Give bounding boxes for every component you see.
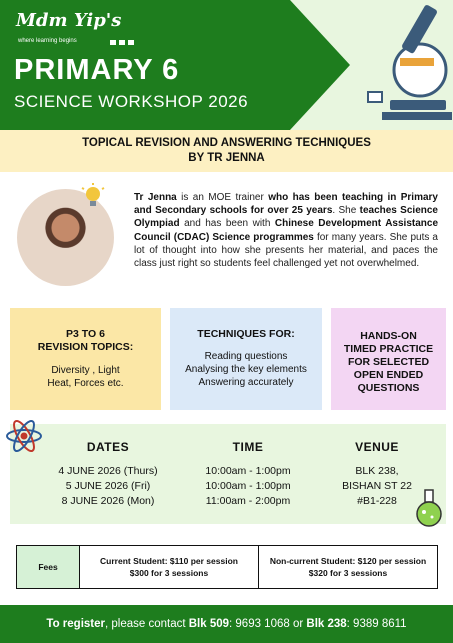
topic-line: TOPICAL REVISION AND ANSWERING TECHNIQUES <box>82 137 371 149</box>
dates-column <box>38 440 178 509</box>
practice-box <box>331 308 446 410</box>
fees-label: Fees <box>17 546 80 588</box>
flask-icon <box>412 486 446 530</box>
time-column <box>188 440 308 509</box>
register-footer <box>0 605 453 643</box>
date-item: 5 JUNE 2026 (Fri) <box>65 480 151 492</box>
venue-item: BISHAN ST 22 <box>342 480 412 492</box>
box-heading: HANDS-ON <box>360 330 417 342</box>
topic-band <box>0 130 453 172</box>
footer-phone: : 9693 1068 or <box>229 618 307 630</box>
dates-heading: DATES <box>86 440 130 454</box>
venue-heading: VENUE <box>355 440 399 454</box>
box-heading: P3 TO 6 <box>66 328 105 340</box>
fee-text: $300 for 3 sessions <box>129 568 209 578</box>
venue-item: BLK 238, <box>355 465 399 477</box>
bio-highlight: who has been teaching in Primary and Secondary schools for over 25 years <box>134 192 438 217</box>
date-item: 4 JUNE 2026 (Thurs) <box>58 465 158 477</box>
page-subtitle: SCIENCE WORKSHOP 2026 <box>14 92 249 111</box>
box-text: Diversity , Light <box>51 365 120 376</box>
box-heading: TIMED PRACTICE <box>343 343 434 355</box>
box-text: Heat, Forces etc. <box>47 378 124 389</box>
current-student-fee <box>80 546 258 588</box>
fees-table <box>16 545 438 589</box>
bio-name: Tr Jenna <box>134 192 177 203</box>
bio-text: for many years. She puts a lot of thought into how she presents her material, and paces the class just right so students feel challenged yet not overwhelmed. <box>134 231 438 270</box>
box-text: Analysing the key elements <box>185 364 307 375</box>
bio-text: and has been with <box>179 218 275 230</box>
bio-highlight: teaches Science Olympiad <box>134 205 438 230</box>
footer-text: Blk 509 <box>188 618 230 630</box>
footer-text: To register <box>46 618 105 630</box>
bio-highlight: Chinese Development Assistance Council (CDAC) Science programmes <box>134 218 439 243</box>
box-heading: TECHNIQUES FOR: <box>197 328 295 340</box>
bio-text: . She <box>332 205 360 217</box>
footer-text: Blk 238 <box>306 618 347 630</box>
box-heading: REVISION TOPICS: <box>37 341 134 353</box>
footer-text: , please contact <box>104 618 189 630</box>
techniques-box <box>170 308 322 410</box>
time-heading: TIME <box>232 440 264 454</box>
time-item: 10:00am - 1:00pm <box>205 480 291 492</box>
date-item: 8 JUNE 2026 (Mon) <box>61 495 155 507</box>
logo: Mdm Yip's <box>16 10 122 31</box>
non-current-student-fee <box>258 546 437 588</box>
lightbulb-icon <box>80 183 106 211</box>
time-item: 10:00am - 1:00pm <box>205 465 291 477</box>
box-heading: QUESTIONS <box>357 382 420 394</box>
microscope-icon <box>360 0 453 130</box>
venue-item: #B1-228 <box>357 495 397 507</box>
footer-phone: : 9389 8611 <box>346 618 407 630</box>
revision-topics-box <box>10 308 161 410</box>
presenter-line: BY TR JENNA <box>188 152 265 164</box>
logo-dots <box>110 40 134 45</box>
box-heading: FOR SELECTED <box>347 356 430 368</box>
box-text: Reading questions <box>204 351 288 362</box>
tagline: where learning begins <box>18 38 77 44</box>
time-item: 11:00am - 2:00pm <box>205 495 291 507</box>
teacher-bio <box>134 191 438 270</box>
fee-text: Current Student: $110 per session <box>100 556 238 566</box>
bio-text: is an MOE trainer <box>176 192 269 203</box>
box-heading: OPEN ENDED <box>353 369 424 381</box>
fee-text: $320 for 3 sessions <box>308 568 388 578</box>
fee-text: Non-current Student: $120 per session <box>269 556 427 566</box>
box-text: Answering accurately <box>198 377 294 388</box>
page-title: PRIMARY 6 <box>14 54 180 86</box>
